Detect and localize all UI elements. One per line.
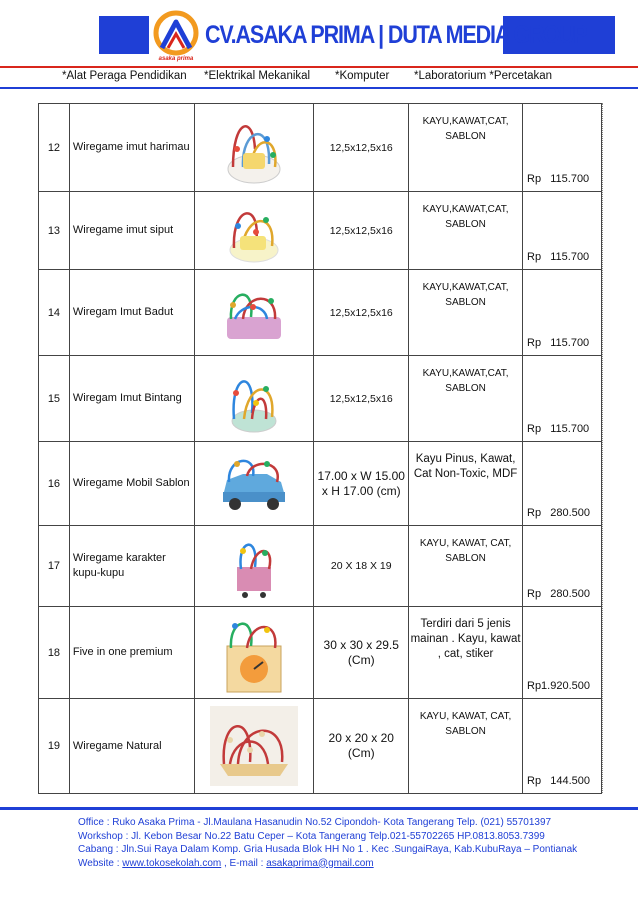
product-price: Rp1.920.500 [523, 607, 602, 699]
table-row [39, 526, 602, 607]
product-material: Terdiri dari 5 jenis mainan . Kayu, kawat , cat, stiker [409, 607, 523, 699]
product-name: Wiregame Natural [69, 699, 194, 794]
product-price: Rp 115.700 [523, 104, 602, 192]
product-image [194, 526, 314, 607]
wire-maze-butterfly-toy-icon [229, 533, 279, 599]
wire-maze-star-toy-icon [226, 363, 282, 435]
page-margin-guide [602, 103, 603, 793]
company-name: CV.ASAKA PRIMA | DUTA MEDIA GROUP [205, 21, 587, 49]
row-number: 16 [39, 442, 70, 526]
product-size: 20 x 20 x 20 (Cm) [314, 699, 409, 794]
product-image [194, 699, 314, 794]
product-material: KAYU,KAWAT,CAT, SABLON [409, 192, 523, 270]
table-row [39, 192, 602, 270]
header-blue-rule [0, 87, 638, 89]
footer-contacts [78, 816, 638, 870]
product-material: Kayu Pinus, Kawat, Cat Non-Toxic, MDF [409, 442, 523, 526]
product-image [194, 104, 314, 192]
table-row [39, 442, 602, 526]
product-name: Wiregam Imut Bintang [69, 356, 194, 442]
wire-maze-snail-toy-icon [226, 196, 282, 266]
product-name: Wiregame Mobil Sablon [69, 442, 194, 526]
product-size: 17.00 x W 15.00 x H 17.00 (cm) [314, 442, 409, 526]
table-row [39, 356, 602, 442]
product-image [194, 270, 314, 356]
service-item: *Elektrikal Mekanikal [204, 70, 311, 82]
row-number: 13 [39, 192, 70, 270]
header-bar-left [99, 16, 149, 54]
wire-maze-natural-toy-icon [210, 706, 298, 786]
email-link[interactable]: asakaprima@gmail.com [266, 857, 374, 869]
row-number: 12 [39, 104, 70, 192]
product-name: Wiregame karakter kupu-kupu [69, 526, 194, 607]
product-size: 20 X 18 X 19 [314, 526, 409, 607]
product-image [194, 607, 314, 699]
table-row [39, 270, 602, 356]
service-item: *Komputer [335, 70, 390, 82]
page-header [0, 0, 638, 90]
row-number: 14 [39, 270, 70, 356]
product-size: 12,5x12,5x16 [314, 356, 409, 442]
product-price: Rp 115.700 [523, 192, 602, 270]
email-prefix: , E-mail : [221, 857, 267, 869]
product-name: Wiregam Imut Badut [69, 270, 194, 356]
table-row [39, 699, 602, 794]
row-number: 18 [39, 607, 70, 699]
product-image [194, 356, 314, 442]
product-material: KAYU,KAWAT,CAT, SABLON [409, 270, 523, 356]
website-link[interactable]: www.tokosekolah.com [122, 857, 222, 869]
product-name: Wiregame imut siput [69, 192, 194, 270]
product-size: 12,5x12,5x16 [314, 192, 409, 270]
product-material: KAYU,KAWAT,CAT, SABLON [409, 356, 523, 442]
wire-maze-car-toy-icon [217, 452, 291, 516]
asaka-logo-icon [151, 10, 201, 62]
product-price: Rp 144.500 [523, 699, 602, 794]
product-price: Rp 280.500 [523, 442, 602, 526]
product-name: Five in one premium [69, 607, 194, 699]
branch-address: Cabang : Jln.Sui Raya Dalam Komp. Gria Husada Blok HH No 1 . Kec .SungaiRaya, Kab.KubuRaya – Pontianak [78, 844, 578, 855]
activity-cube-toy-icon [219, 610, 289, 696]
row-number: 19 [39, 699, 70, 794]
logo-caption: asaka prima [158, 56, 194, 62]
product-price: Rp 115.700 [523, 356, 602, 442]
product-material: KAYU,KAWAT,CAT, SABLON [409, 104, 523, 192]
product-table [38, 103, 602, 794]
row-number: 17 [39, 526, 70, 607]
workshop-address: Workshop : Jl. Kebon Besar No.22 Batu Ceper – Kota Tangerang Telp.021-55702265 HP.0813.8053.7399 [78, 830, 545, 842]
service-item: *Laboratorium *Percetakan [414, 70, 553, 82]
product-material: KAYU, KAWAT, CAT, SABLON [409, 699, 523, 794]
header-red-rule [0, 66, 638, 68]
service-item: *Alat Peraga Pendidikan [62, 70, 187, 82]
product-image [194, 442, 314, 526]
office-address: Office : Ruko Asaka Prima - Jl.Maulana Hasanudin No.52 Cipondoh- Kota Tangerang Telp. (021) 55701397 [78, 817, 552, 828]
row-number: 15 [39, 356, 70, 442]
product-price: Rp 115.700 [523, 270, 602, 356]
product-size: 12,5x12,5x16 [314, 270, 409, 356]
wire-maze-clown-toy-icon [221, 281, 287, 345]
table-row [39, 607, 602, 699]
footer-rule [0, 807, 638, 810]
product-material: KAYU, KAWAT, CAT, SABLON [409, 526, 523, 607]
services-line [0, 70, 638, 86]
table-row [39, 104, 602, 192]
wire-maze-tiger-toy-icon [223, 109, 285, 187]
web-contact-line [78, 857, 638, 871]
product-size: 30 x 30 x 29.5 (Cm) [314, 607, 409, 699]
product-image [194, 192, 314, 270]
website-prefix: Website : [78, 857, 123, 869]
product-price: Rp 280.500 [523, 526, 602, 607]
product-size: 12,5x12,5x16 [314, 104, 409, 192]
product-name: Wiregame imut harimau [69, 104, 194, 192]
